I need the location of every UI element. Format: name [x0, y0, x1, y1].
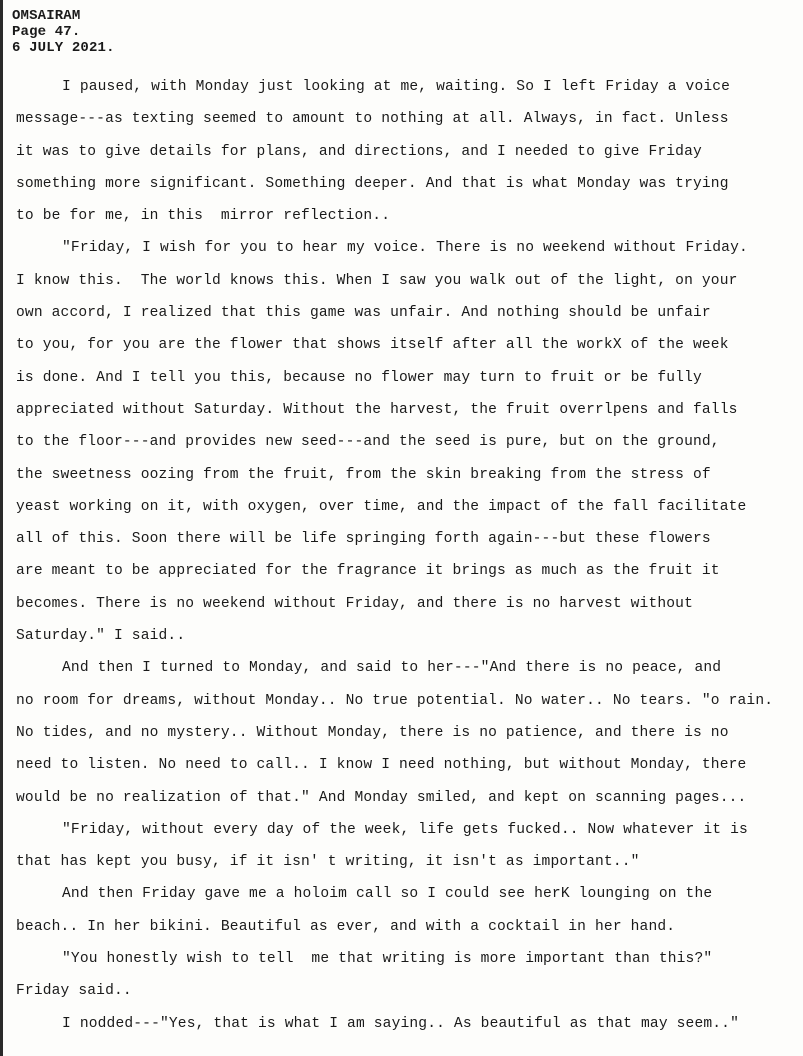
text-line: "Friday, I wish for you to hear my voice. There is no weekend without Friday.	[62, 240, 748, 257]
text-line: And then I turned to Monday, and said to her---"And there is no peace, and	[62, 660, 722, 677]
text-line: to the floor---and provides new seed---and the seed is pure, but on the ground,	[16, 434, 720, 451]
text-line: that has kept you busy, if it isn' t writing, it isn't as important.."	[16, 854, 640, 871]
text-line: are meant to be appreciated for the fragrance it brings as much as the fruit it	[16, 563, 720, 580]
text-line: to be for me, in this mirror reflection..	[16, 208, 391, 225]
text-line: Friday said..	[16, 983, 132, 1000]
page-header	[12, 8, 115, 56]
text-line: all of this. Soon there will be life springing forth again---but these flowers	[16, 531, 711, 548]
text-line: need to listen. No need to call.. I know I need nothing, but without Monday, there	[16, 757, 747, 774]
text-line: no room for dreams, without Monday.. No true potential. No water.. No tears. "o rain.	[16, 692, 774, 709]
text-line: to you, for you are the flower that shows itself after all the workX of the week	[16, 337, 729, 354]
text-line: appreciated without Saturday. Without the harvest, the fruit overrlpens and falls	[16, 401, 738, 418]
page-edge-shadow	[0, 0, 3, 1056]
page-body	[16, 76, 801, 1045]
header-date: 6 JULY 2021.	[12, 40, 115, 56]
text-line: would be no realization of that." And Monday smiled, and kept on scanning pages...	[16, 789, 747, 806]
text-line: I know this. The world knows this. When I saw you walk out of the light, on your	[16, 272, 738, 289]
text-line: Saturday." I said..	[16, 628, 186, 645]
text-line: it was to give details for plans, and directions, and I needed to give Friday	[16, 143, 702, 160]
header-page-number: Page 47.	[12, 24, 81, 40]
text-line: own accord, I realized that this game was unfair. And nothing should be unfair	[16, 305, 711, 322]
text-line: And then Friday gave me a holoim call so I could see herK lounging on the	[62, 886, 713, 903]
text-line: "You honestly wish to tell me that writing is more important than this?"	[62, 951, 713, 968]
text-line: beach.. In her bikini. Beautiful as ever, and with a cocktail in her hand.	[16, 918, 676, 935]
text-line: "Friday, without every day of the week, life gets fucked.. Now whatever it is	[62, 821, 748, 838]
header-omsairam: OMSAIRAM	[12, 8, 81, 24]
text-line: I nodded---"Yes, that is what I am saying.. As beautiful as that may seem.."	[62, 1015, 739, 1032]
text-line: becomes. There is no weekend without Friday, and there is no harvest without	[16, 595, 693, 612]
text-line: is done. And I tell you this, because no flower may turn to fruit or be fully	[16, 369, 702, 386]
text-line: the sweetness oozing from the fruit, from the skin breaking from the stress of	[16, 466, 711, 483]
text-line: yeast working on it, with oxygen, over time, and the impact of the fall facilitate	[16, 498, 747, 515]
text-line: No tides, and no mystery.. Without Monday, there is no patience, and there is no	[16, 724, 729, 741]
text-line: something more significant. Something deeper. And that is what Monday was trying	[16, 175, 729, 192]
text-line: I paused, with Monday just looking at me, waiting. So I left Friday a voice	[62, 79, 731, 95]
text-line: message---as texting seemed to amount to nothing at all. Always, in fact. Unless	[16, 111, 729, 128]
